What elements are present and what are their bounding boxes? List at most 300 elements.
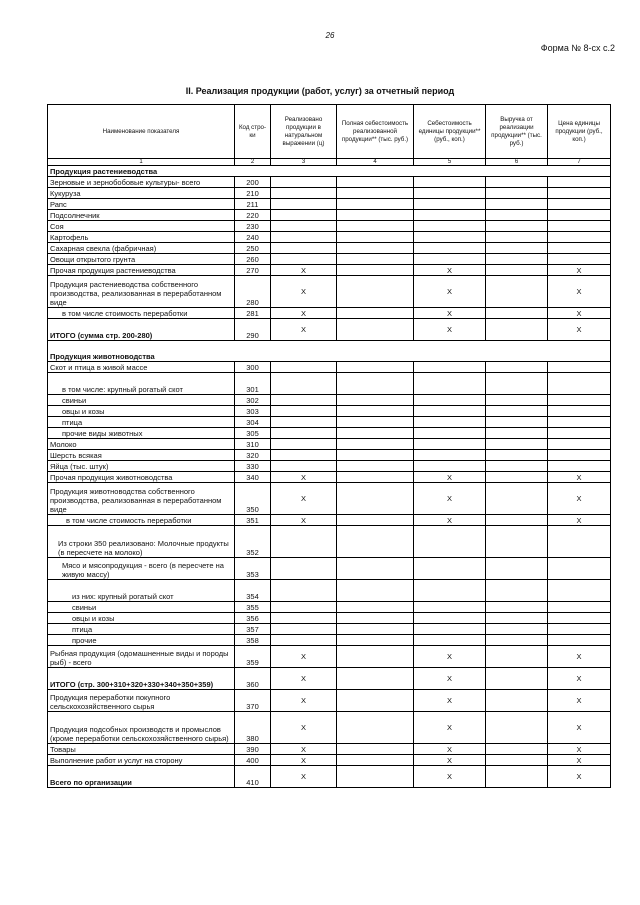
table-row	[48, 428, 611, 439]
row-code: 355	[235, 602, 271, 613]
empty-cell	[337, 690, 414, 712]
table-row	[48, 373, 611, 395]
empty-cell	[337, 439, 414, 450]
empty-cell	[271, 254, 337, 265]
row-code: 352	[235, 526, 271, 558]
empty-cell	[486, 254, 548, 265]
section-title-cell: Продукция животноводства	[48, 341, 611, 362]
empty-cell	[337, 668, 414, 690]
row-label: Молоко	[48, 439, 235, 450]
header-indicator: Наименование показателя	[48, 105, 235, 159]
empty-cell	[486, 308, 548, 319]
x-mark-cell: X	[548, 319, 611, 341]
empty-cell	[414, 450, 486, 461]
empty-cell	[414, 362, 486, 373]
empty-cell	[337, 210, 414, 221]
page-number: 26	[325, 31, 335, 40]
empty-cell	[548, 177, 611, 188]
row-code: 304	[235, 417, 271, 428]
x-mark-cell: X	[548, 712, 611, 744]
empty-cell	[486, 373, 548, 395]
header-unit-cost: Себестоимость единицы продукции** (руб., коп.)	[414, 105, 486, 159]
x-mark-cell: X	[271, 755, 337, 766]
empty-cell	[271, 177, 337, 188]
table-row	[48, 515, 611, 526]
empty-cell	[271, 439, 337, 450]
row-code: 250	[235, 243, 271, 254]
empty-cell	[486, 450, 548, 461]
row-label: Продукция животноводства собственного производства, реализованная в переработанном виде	[48, 483, 235, 515]
row-label: Прочая продукция животноводства	[48, 472, 235, 483]
row-code: 303	[235, 406, 271, 417]
table-row	[48, 276, 611, 308]
row-code: 357	[235, 624, 271, 635]
empty-cell	[486, 602, 548, 613]
empty-cell	[337, 635, 414, 646]
row-label: ИТОГО (стр. 300+310+320+330+340+350+359)	[48, 668, 235, 690]
empty-cell	[271, 580, 337, 602]
row-label: овцы и козы	[48, 406, 235, 417]
empty-cell	[486, 221, 548, 232]
empty-cell	[548, 395, 611, 406]
x-mark-cell: X	[414, 265, 486, 276]
empty-cell	[337, 417, 414, 428]
table-body	[48, 166, 611, 788]
table-row	[48, 265, 611, 276]
empty-cell	[548, 613, 611, 624]
empty-cell	[337, 362, 414, 373]
empty-cell	[414, 406, 486, 417]
table-row	[48, 558, 611, 580]
header-full-cost: Полная себестоимость реализованной продукции** (тыс. руб.)	[337, 105, 414, 159]
x-mark-cell: X	[414, 712, 486, 744]
row-label: Из строки 350 реализовано: Молочные продукты (в пересчете на молоко)	[48, 526, 235, 558]
empty-cell	[337, 177, 414, 188]
x-mark-cell: X	[271, 744, 337, 755]
table-row	[48, 362, 611, 373]
row-code: 260	[235, 254, 271, 265]
empty-cell	[337, 766, 414, 788]
empty-cell	[271, 624, 337, 635]
table-row	[48, 232, 611, 243]
header-revenue: Выручка от реализации продукции** (тыс. руб.)	[486, 105, 548, 159]
empty-cell	[548, 461, 611, 472]
column-number: 2	[235, 159, 271, 166]
empty-cell	[337, 472, 414, 483]
empty-cell	[271, 558, 337, 580]
empty-cell	[486, 406, 548, 417]
empty-cell	[548, 362, 611, 373]
row-label: свиньи	[48, 395, 235, 406]
x-mark-cell: X	[271, 483, 337, 515]
empty-cell	[486, 362, 548, 373]
empty-cell	[548, 221, 611, 232]
empty-cell	[486, 613, 548, 624]
table-row	[48, 646, 611, 668]
empty-cell	[414, 635, 486, 646]
empty-cell	[486, 210, 548, 221]
section-title: II. Реализация продукции (работ, услуг) за отчетный период	[185, 86, 455, 96]
empty-cell	[486, 526, 548, 558]
empty-cell	[548, 558, 611, 580]
x-mark-cell: X	[548, 690, 611, 712]
empty-cell	[337, 602, 414, 613]
row-code: 370	[235, 690, 271, 712]
row-code: 353	[235, 558, 271, 580]
empty-cell	[337, 395, 414, 406]
header-row	[48, 105, 611, 159]
column-number: 5	[414, 159, 486, 166]
empty-cell	[414, 580, 486, 602]
row-label: птица	[48, 624, 235, 635]
row-code: 350	[235, 483, 271, 515]
table-row	[48, 199, 611, 210]
empty-cell	[486, 624, 548, 635]
row-label: в том числе стоимость переработки	[48, 515, 235, 526]
empty-cell	[486, 177, 548, 188]
header-quantity: Реализовано продукции в натуральном выражении (ц)	[271, 105, 337, 159]
empty-cell	[486, 188, 548, 199]
table-row	[48, 472, 611, 483]
x-mark-cell: X	[548, 276, 611, 308]
row-label: в том числе стоимость переработки	[48, 308, 235, 319]
empty-cell	[337, 221, 414, 232]
empty-cell	[486, 635, 548, 646]
x-mark-cell: X	[414, 515, 486, 526]
empty-cell	[414, 439, 486, 450]
table-row	[48, 221, 611, 232]
table-row	[48, 450, 611, 461]
row-code: 280	[235, 276, 271, 308]
row-code: 300	[235, 362, 271, 373]
empty-cell	[271, 243, 337, 254]
x-mark-cell: X	[548, 646, 611, 668]
row-label: свиньи	[48, 602, 235, 613]
x-mark-cell: X	[548, 755, 611, 766]
empty-cell	[548, 210, 611, 221]
empty-cell	[486, 461, 548, 472]
empty-cell	[271, 188, 337, 199]
row-code: 340	[235, 472, 271, 483]
x-mark-cell: X	[271, 319, 337, 341]
table-row	[48, 406, 611, 417]
empty-cell	[271, 417, 337, 428]
table-row	[48, 417, 611, 428]
empty-cell	[337, 428, 414, 439]
empty-cell	[337, 319, 414, 341]
empty-cell	[271, 428, 337, 439]
table-row	[48, 210, 611, 221]
column-number: 4	[337, 159, 414, 166]
table-row	[48, 613, 611, 624]
x-mark-cell: X	[548, 515, 611, 526]
table-row	[48, 744, 611, 755]
empty-cell	[337, 276, 414, 308]
section-header-row	[48, 341, 611, 362]
empty-cell	[337, 755, 414, 766]
empty-cell	[486, 417, 548, 428]
row-label: Кукуруза	[48, 188, 235, 199]
row-label: Рапс	[48, 199, 235, 210]
table-row	[48, 712, 611, 744]
empty-cell	[271, 221, 337, 232]
row-code: 320	[235, 450, 271, 461]
x-mark-cell: X	[414, 668, 486, 690]
empty-cell	[414, 602, 486, 613]
table-row	[48, 439, 611, 450]
empty-cell	[486, 558, 548, 580]
empty-cell	[337, 406, 414, 417]
column-number: 1	[48, 159, 235, 166]
empty-cell	[414, 177, 486, 188]
empty-cell	[486, 646, 548, 668]
row-code: 380	[235, 712, 271, 744]
row-label: Продукция подсобных производств и промыслов (кроме переработки сельскохозяйственного сырья)	[48, 712, 235, 744]
empty-cell	[486, 395, 548, 406]
empty-cell	[548, 624, 611, 635]
empty-cell	[548, 232, 611, 243]
x-mark-cell: X	[271, 276, 337, 308]
empty-cell	[414, 188, 486, 199]
empty-cell	[548, 188, 611, 199]
row-label: Шерсть всякая	[48, 450, 235, 461]
table-row	[48, 624, 611, 635]
row-code: 390	[235, 744, 271, 755]
empty-cell	[414, 243, 486, 254]
row-code: 351	[235, 515, 271, 526]
empty-cell	[486, 755, 548, 766]
row-label: Сахарная свекла (фабричная)	[48, 243, 235, 254]
empty-cell	[414, 417, 486, 428]
row-code: 305	[235, 428, 271, 439]
empty-cell	[486, 428, 548, 439]
x-mark-cell: X	[414, 319, 486, 341]
row-label: Товары	[48, 744, 235, 755]
empty-cell	[486, 668, 548, 690]
empty-cell	[548, 199, 611, 210]
row-code: 301	[235, 373, 271, 395]
x-mark-cell: X	[548, 766, 611, 788]
row-code: 302	[235, 395, 271, 406]
empty-cell	[486, 766, 548, 788]
x-mark-cell: X	[414, 744, 486, 755]
table-row	[48, 580, 611, 602]
table-row	[48, 188, 611, 199]
table-row	[48, 690, 611, 712]
empty-cell	[414, 526, 486, 558]
empty-cell	[337, 265, 414, 276]
empty-cell	[337, 243, 414, 254]
row-code: 410	[235, 766, 271, 788]
table-row	[48, 766, 611, 788]
row-label: из них: крупный рогатый скот	[48, 580, 235, 602]
empty-cell	[337, 188, 414, 199]
form-label: Форма № 8-сх с.2	[540, 43, 615, 53]
row-label: Подсолнечник	[48, 210, 235, 221]
x-mark-cell: X	[271, 712, 337, 744]
table-row	[48, 243, 611, 254]
empty-cell	[337, 450, 414, 461]
empty-cell	[548, 428, 611, 439]
x-mark-cell: X	[414, 766, 486, 788]
x-mark-cell: X	[414, 690, 486, 712]
empty-cell	[414, 232, 486, 243]
empty-cell	[486, 515, 548, 526]
header-code: Код стро-ки	[235, 105, 271, 159]
empty-cell	[337, 613, 414, 624]
row-label: Овощи открытого грунта	[48, 254, 235, 265]
section-title-cell: Продукция растениеводства	[48, 166, 611, 177]
empty-cell	[486, 690, 548, 712]
table-row	[48, 755, 611, 766]
empty-cell	[271, 461, 337, 472]
empty-cell	[337, 624, 414, 635]
table-row	[48, 177, 611, 188]
table-row	[48, 668, 611, 690]
empty-cell	[337, 461, 414, 472]
x-mark-cell: X	[414, 483, 486, 515]
empty-cell	[414, 254, 486, 265]
row-code: 400	[235, 755, 271, 766]
row-label: Яйца (тыс. штук)	[48, 461, 235, 472]
empty-cell	[271, 373, 337, 395]
row-code: 240	[235, 232, 271, 243]
x-mark-cell: X	[414, 308, 486, 319]
empty-cell	[414, 624, 486, 635]
x-mark-cell: X	[548, 483, 611, 515]
x-mark-cell: X	[548, 744, 611, 755]
empty-cell	[486, 232, 548, 243]
header-unit-price: Цена единицы продукции (руб., коп.)	[548, 105, 611, 159]
x-mark-cell: X	[414, 472, 486, 483]
x-mark-cell: X	[271, 308, 337, 319]
row-label: Выполнение работ и услуг на сторону	[48, 755, 235, 766]
x-mark-cell: X	[414, 646, 486, 668]
row-label: Картофель	[48, 232, 235, 243]
empty-cell	[337, 646, 414, 668]
row-label: Мясо и мясопродукция - всего (в пересчете на живую массу)	[48, 558, 235, 580]
sales-table	[47, 104, 611, 788]
empty-cell	[271, 199, 337, 210]
row-code: 211	[235, 199, 271, 210]
table-row	[48, 254, 611, 265]
row-code: 230	[235, 221, 271, 232]
row-code: 310	[235, 439, 271, 450]
row-label: птица	[48, 417, 235, 428]
row-label: в том числе: крупный рогатый скот	[48, 373, 235, 395]
empty-cell	[414, 199, 486, 210]
x-mark-cell: X	[548, 668, 611, 690]
table-row	[48, 395, 611, 406]
empty-cell	[486, 276, 548, 308]
empty-cell	[414, 613, 486, 624]
empty-cell	[337, 373, 414, 395]
row-code: 220	[235, 210, 271, 221]
row-code: 356	[235, 613, 271, 624]
column-number: 6	[486, 159, 548, 166]
row-code: 358	[235, 635, 271, 646]
x-mark-cell: X	[548, 472, 611, 483]
row-label: Продукция переработки покупного сельскохозяйственного сырья	[48, 690, 235, 712]
row-code: 200	[235, 177, 271, 188]
row-code: 360	[235, 668, 271, 690]
table-row	[48, 483, 611, 515]
empty-cell	[548, 450, 611, 461]
row-label: ИТОГО (сумма стр. 200-280)	[48, 319, 235, 341]
empty-cell	[337, 580, 414, 602]
empty-cell	[271, 406, 337, 417]
table-row	[48, 635, 611, 646]
empty-cell	[548, 406, 611, 417]
empty-cell	[548, 373, 611, 395]
empty-cell	[337, 483, 414, 515]
x-mark-cell: X	[271, 690, 337, 712]
empty-cell	[414, 428, 486, 439]
empty-cell	[414, 395, 486, 406]
row-label: Скот и птица в живой массе	[48, 362, 235, 373]
empty-cell	[548, 602, 611, 613]
table-row	[48, 319, 611, 341]
empty-cell	[548, 439, 611, 450]
table-row	[48, 526, 611, 558]
x-mark-cell: X	[271, 668, 337, 690]
empty-cell	[486, 265, 548, 276]
empty-cell	[271, 526, 337, 558]
row-label: прочие	[48, 635, 235, 646]
row-code: 290	[235, 319, 271, 341]
x-mark-cell: X	[414, 755, 486, 766]
empty-cell	[548, 526, 611, 558]
x-mark-cell: X	[271, 766, 337, 788]
empty-cell	[414, 210, 486, 221]
empty-cell	[271, 602, 337, 613]
x-mark-cell: X	[271, 515, 337, 526]
empty-cell	[337, 232, 414, 243]
empty-cell	[486, 580, 548, 602]
row-code: 354	[235, 580, 271, 602]
row-label: Рыбная продукция (одомашненные виды и породы рыб) - всего	[48, 646, 235, 668]
column-number-row	[48, 159, 611, 166]
row-label: Всего по организации	[48, 766, 235, 788]
empty-cell	[271, 362, 337, 373]
empty-cell	[548, 243, 611, 254]
empty-cell	[271, 232, 337, 243]
column-number: 3	[271, 159, 337, 166]
empty-cell	[486, 472, 548, 483]
empty-cell	[548, 580, 611, 602]
empty-cell	[414, 373, 486, 395]
empty-cell	[486, 744, 548, 755]
row-label: Соя	[48, 221, 235, 232]
empty-cell	[271, 210, 337, 221]
column-number: 7	[548, 159, 611, 166]
empty-cell	[271, 613, 337, 624]
empty-cell	[337, 744, 414, 755]
empty-cell	[414, 461, 486, 472]
empty-cell	[337, 526, 414, 558]
empty-cell	[337, 199, 414, 210]
table-row	[48, 461, 611, 472]
row-code: 270	[235, 265, 271, 276]
section-header-row	[48, 166, 611, 177]
empty-cell	[414, 558, 486, 580]
x-mark-cell: X	[271, 265, 337, 276]
empty-cell	[271, 395, 337, 406]
row-label: прочие виды животных	[48, 428, 235, 439]
empty-cell	[548, 254, 611, 265]
empty-cell	[337, 308, 414, 319]
empty-cell	[548, 635, 611, 646]
